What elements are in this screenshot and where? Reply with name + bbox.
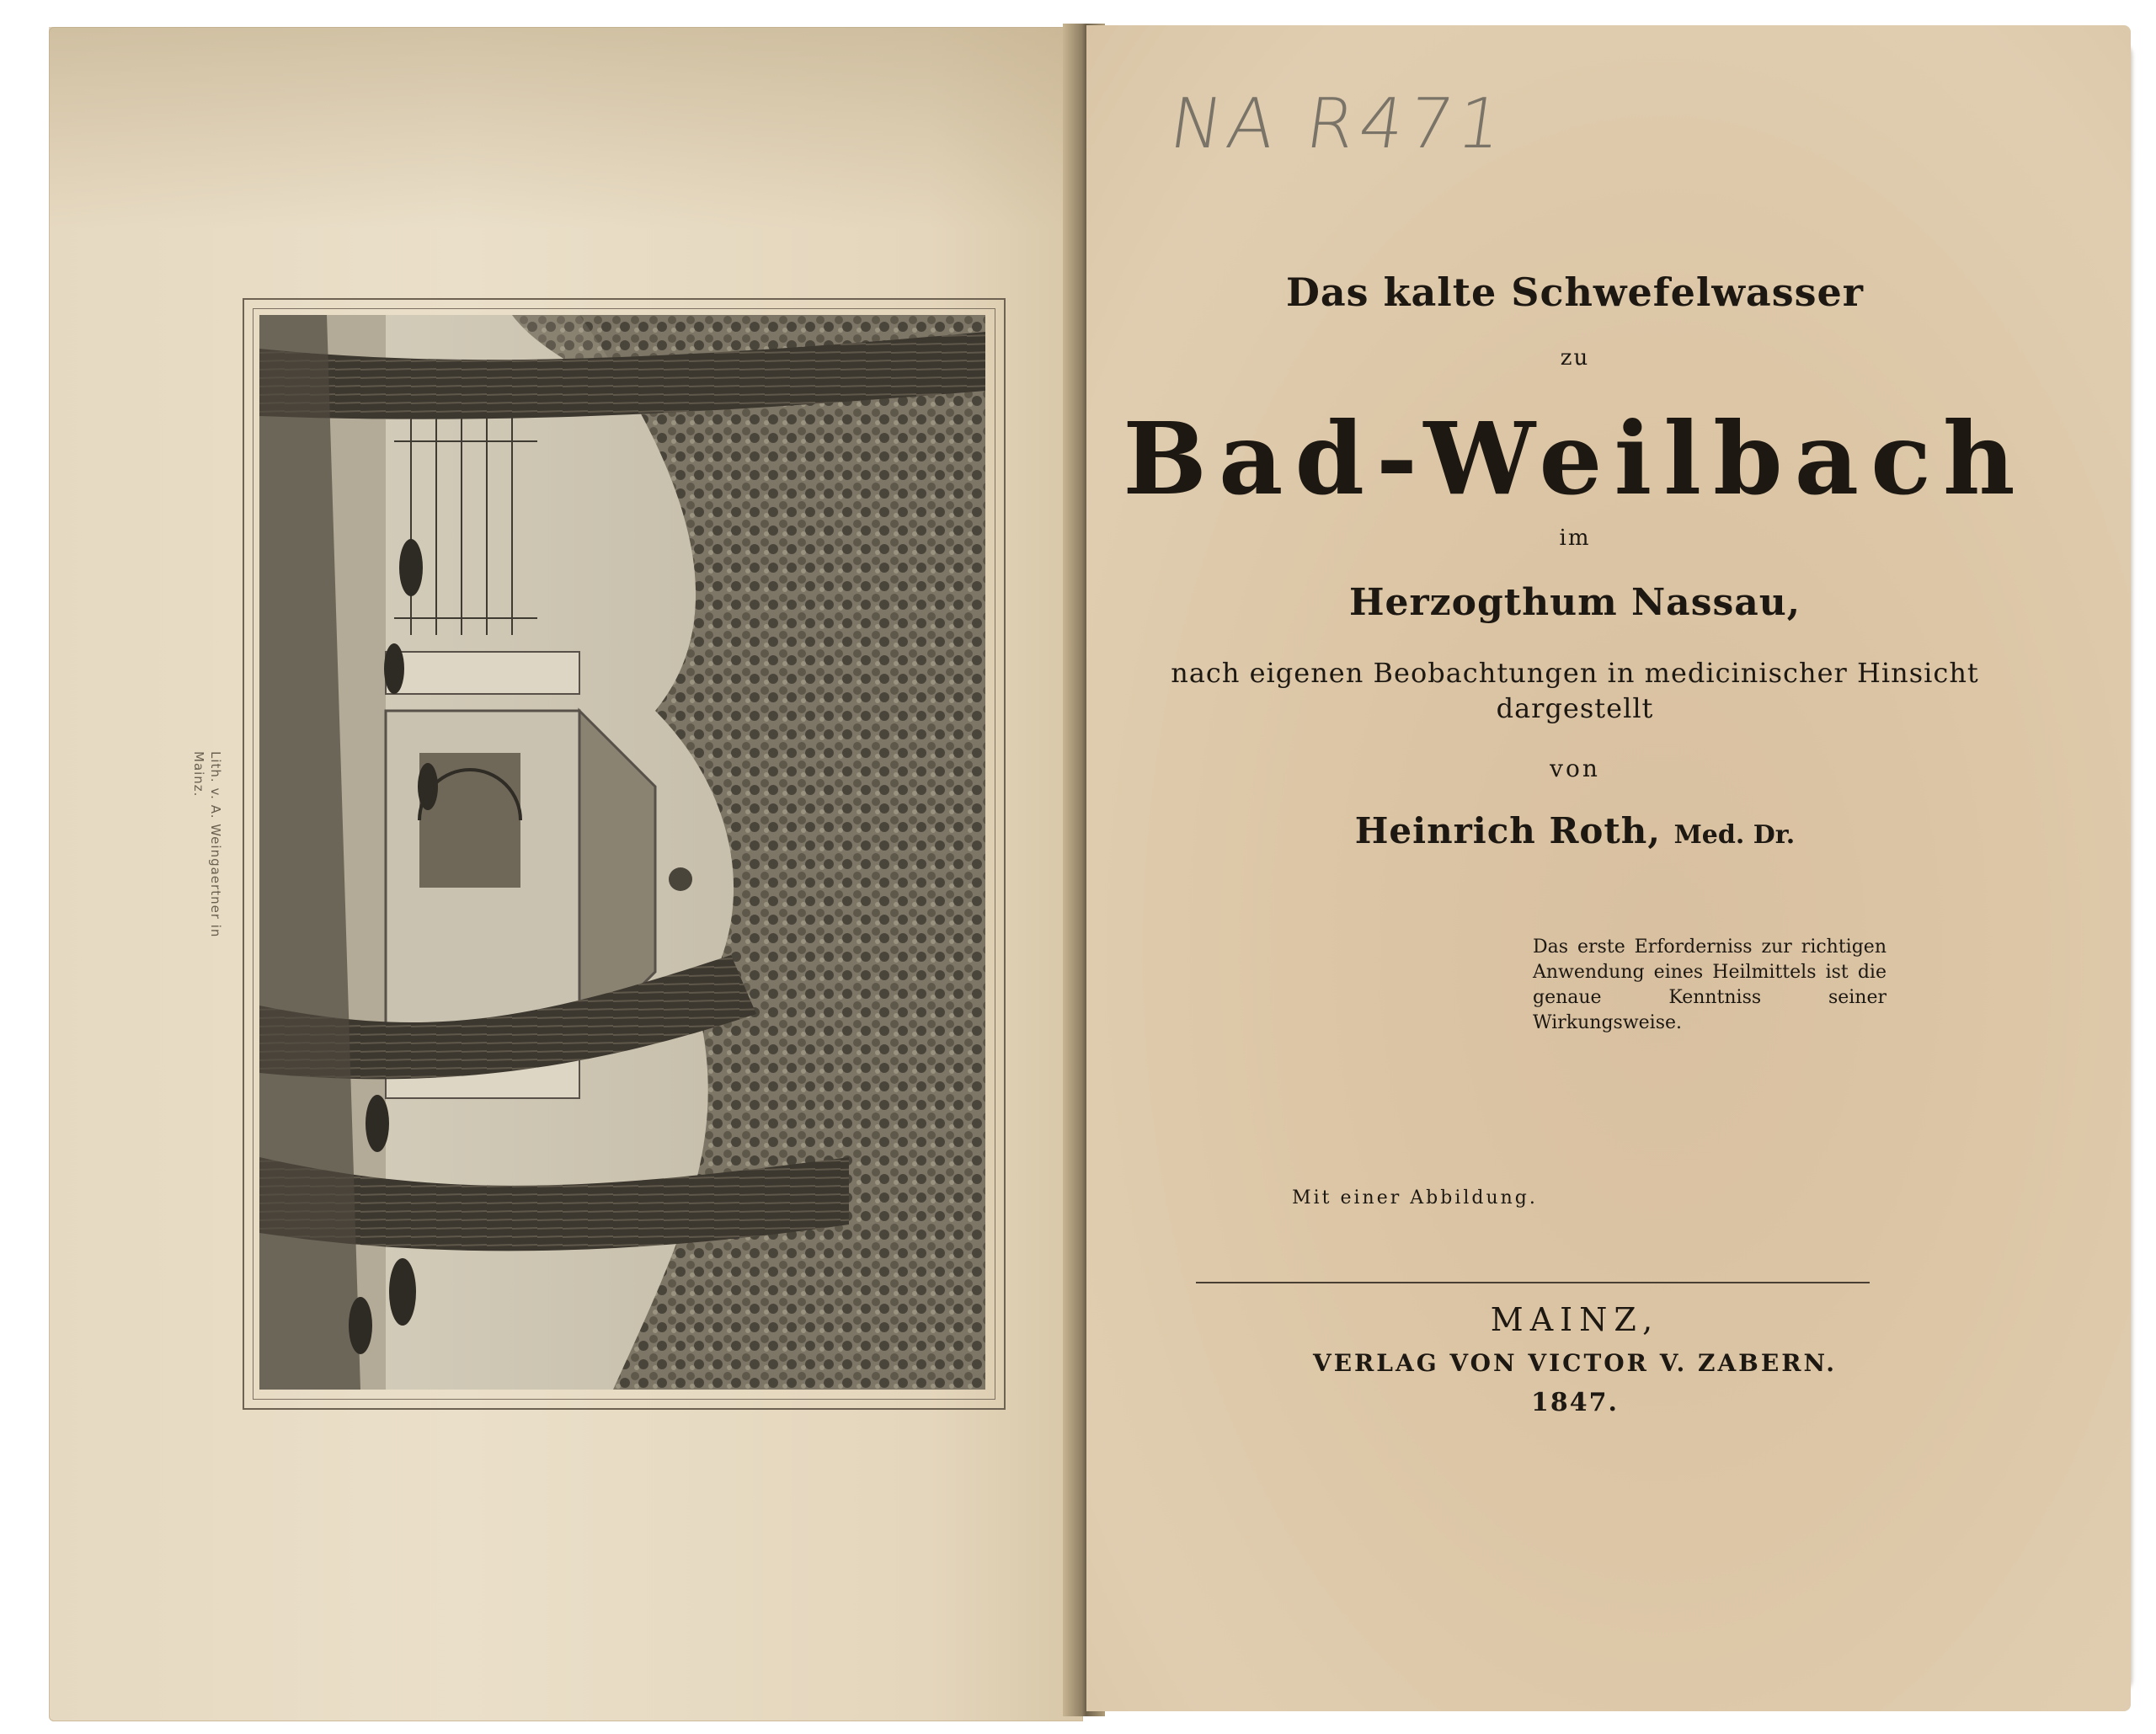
author [1120,810,2030,851]
title-line-1: Das kalte Schwefelwasser [1285,269,1865,315]
region-title: Herzogthum Nassau, [1348,581,1801,624]
plate-frame [243,298,1006,1410]
subtitle [1120,655,2030,726]
imprint-publisher: VERLAG VON VICTOR V. ZABERN. [1312,1349,1838,1377]
connector-von: von [1550,755,1600,782]
author-name: Heinrich Roth, [1354,810,1661,851]
connector-im: im [1559,526,1591,551]
main-title: Bad-Weilbach [1123,400,2027,517]
plate-caption: Lith. v. A. Weingaertner in Mainz. [191,751,223,938]
motto-epigraph: Das erste Erforderniss zur richtigen Anwendung eines Heilmittels ist die genaue Kenntniss seiner Wirkungsweise. [1533,936,1886,1033]
left-page-frontispiece [49,27,1083,1721]
author-degree: Med. Dr. [1673,820,1796,850]
engraving-illustration-icon [259,315,985,1390]
imprint-city: MAINZ, [1490,1301,1660,1338]
imprint-year: 1847. [1531,1388,1619,1417]
subtitle-line-2: dargestellt [1496,692,1654,724]
pencil-call-number: NA R471 [1165,84,1513,164]
water-stain [49,27,1083,229]
engraving-plate [259,315,985,1390]
connector-zu: zu [1560,345,1590,371]
illustration-note: Mit einer Abbildung. [1292,1187,1538,1208]
imprint-rule [1196,1282,1870,1283]
subtitle-line-1: nach eigenen Beobachtungen in medicinischer Hinsicht [1171,657,1979,689]
